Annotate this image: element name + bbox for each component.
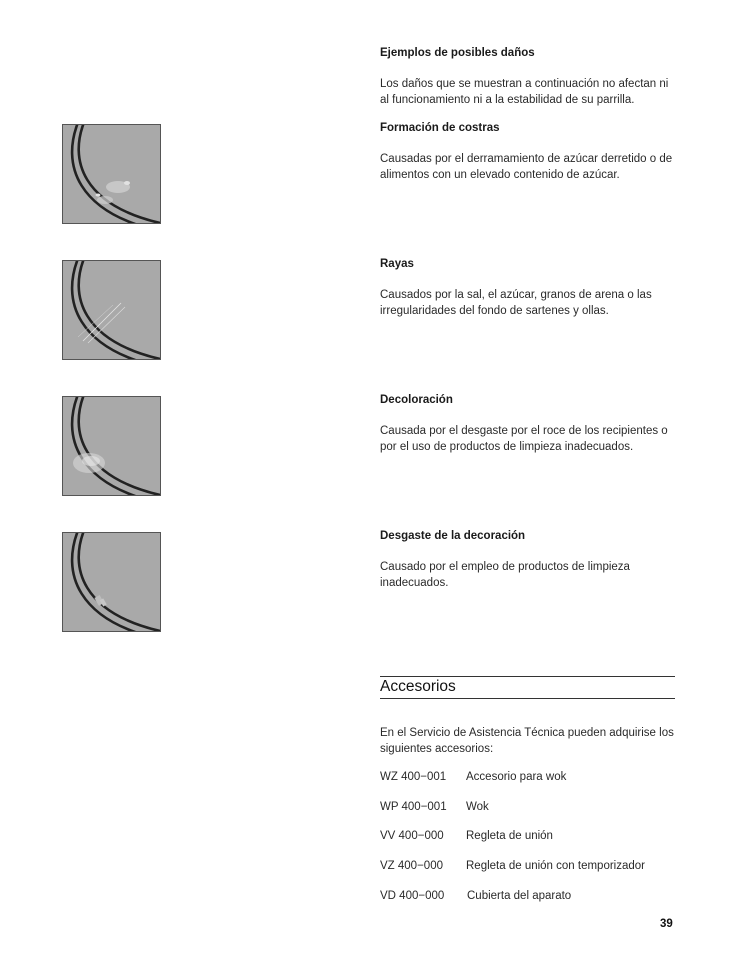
accessory-code: VZ 400−000 (380, 860, 443, 872)
damage-text-scratches: Causados por la sal, el azúcar, granos de arena o las irregularidades del fondo de sartenes y ollas. (380, 289, 652, 317)
damage-text-crust: Causadas por el derramamiento de azúcar derretido o de alimentos con un elevado contenido de azúcar. (380, 153, 673, 181)
accessory-code: VV 400−000 (380, 830, 444, 842)
intro-text: Los daños que se muestran a continuación no afectan ni al funcionamiento ni a la estabilidad de su parrilla. (380, 78, 669, 106)
accessories-intro: En el Servicio de Asistencia Técnica pueden adquirise los siguientes accesorios: (380, 727, 674, 755)
accessory-name: Regleta de unión con temporizador (466, 860, 646, 872)
damage-text-decoration-wear: Causado por el empleo de productos de limpieza inadecuados. (380, 561, 630, 589)
accessory-name: Regleta de unión (466, 830, 553, 842)
section-top-rule (380, 676, 675, 677)
damage-title-decoration-wear: Desgaste de la decoración (380, 530, 526, 542)
damage-title-scratches: Rayas (380, 258, 414, 270)
accessory-code: WP 400−001 (380, 801, 447, 813)
damage-title-discoloration: Decoloración (380, 394, 453, 406)
section-bottom-rule (380, 698, 675, 699)
accessory-code: VD 400−000 (380, 890, 445, 902)
accessories-title: Accesorios (380, 678, 456, 695)
crust-damage-image (62, 124, 161, 224)
accessory-name: Cubierta del aparato (467, 890, 572, 902)
intro-heading: Ejemplos de posibles daños (380, 47, 535, 59)
decoration-wear-image (62, 532, 161, 632)
discoloration-damage-image (62, 396, 161, 496)
accessory-code: WZ 400−001 (380, 771, 447, 783)
damage-text-discoloration: Causada por el desgaste por el roce de los recipientes o por el uso de productos de limpieza inadecuados. (380, 425, 668, 453)
page-number: 39 (660, 918, 673, 930)
damage-title-crust: Formación de costras (380, 122, 500, 134)
scratch-damage-image (62, 260, 161, 360)
accessory-name: Wok (466, 801, 489, 813)
accessory-name: Accesorio para wok (466, 771, 567, 783)
